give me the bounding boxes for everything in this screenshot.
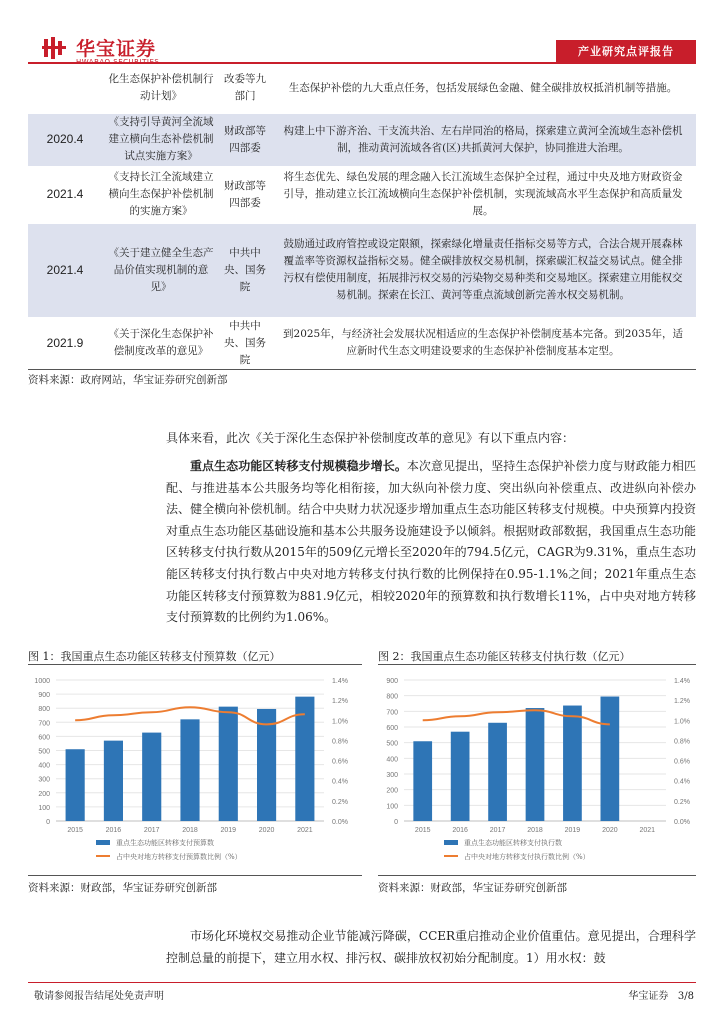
section-tag: 产业研究点评报告 bbox=[556, 40, 696, 64]
y-tick-label: 600 bbox=[38, 734, 50, 742]
policy-table bbox=[28, 64, 696, 370]
row-content: 生态保护补偿的九大重点任务，包括发展绿色金融、健全碳排放权抵消机制等措施。 bbox=[270, 64, 696, 113]
x-tick-label: 2018 bbox=[527, 827, 543, 834]
x-tick-label: 2017 bbox=[489, 827, 506, 834]
y-tick-label: 200 bbox=[38, 790, 50, 798]
y-tick-label: 800 bbox=[386, 693, 398, 701]
row-year: 2020.4 bbox=[28, 113, 102, 166]
x-tick-label: 2018 bbox=[182, 827, 198, 834]
y2-tick-label: 0.8% bbox=[332, 738, 348, 746]
y2-tick-label: 0.8% bbox=[674, 738, 690, 746]
figure-1-chart bbox=[28, 668, 362, 870]
paragraph-transfer-payment bbox=[166, 456, 696, 629]
x-tick-label: 2016 bbox=[105, 827, 122, 834]
row-policy-name: 《支持长江全流域建立横向生态保护补偿机制的实施方案》 bbox=[102, 166, 220, 223]
bar bbox=[219, 707, 238, 821]
row-content: 构建上中下游齐治、干支流共治、左右岸同治的格局，探索建立黄河全流域生态补偿机制，推动黄河流域各省(区)共抓黄河大保护，协同推进大治理。 bbox=[270, 113, 696, 166]
paragraph-subheading: 1）用水权： bbox=[526, 950, 594, 965]
table-row bbox=[28, 64, 696, 113]
row-issuer: 中共中央、国务院 bbox=[220, 223, 270, 317]
paragraph-tail: 鼓 bbox=[593, 950, 606, 965]
x-tick-label: 2015 bbox=[67, 827, 83, 834]
figure-1-title: 图 1：我国重点生态功能区转移支付预算数（亿元） bbox=[28, 650, 281, 663]
row-content: 鼓励通过政府管控或设定限额，探索绿化增量责任指标交易等方式，合法合规开展森林覆盖率等资源权益指标交易。健全碳排放权交易机制，探索碳汇权益交易试点。健全排污权有偿使用制度，拓展排污权交易的污染物交易种类和交易地区。探索建立用能权交易机制。探索在长江、黄河等重点流域创新完善水权交易机制。 bbox=[270, 223, 696, 317]
row-issuer: 改委等九部门 bbox=[220, 64, 270, 113]
x-tick-label: 2021 bbox=[639, 827, 656, 834]
legend-label: 重点生态功能区转移支付预算数 bbox=[116, 839, 214, 847]
x-tick-label: 2015 bbox=[414, 827, 431, 834]
intro-paragraph: 具体来看，此次《关于深化生态保护补偿制度改革的意见》有以下重点内容： bbox=[166, 431, 575, 445]
row-issuer: 财政部等四部委 bbox=[220, 166, 270, 223]
row-year: 2021.9 bbox=[28, 317, 102, 369]
row-policy-name: 《关于深化生态保护补偿制度改革的意见》 bbox=[102, 317, 220, 369]
y-tick-label: 400 bbox=[386, 756, 398, 764]
row-policy-name: 《支持引导黄河全流域建立横向生态补偿机制试点实施方案》 bbox=[102, 113, 220, 166]
y-tick-label: 300 bbox=[38, 776, 50, 784]
y-tick-label: 700 bbox=[38, 720, 50, 728]
y2-tick-label: 0.4% bbox=[332, 778, 348, 786]
y-tick-label: 500 bbox=[38, 748, 50, 756]
y-tick-label: 300 bbox=[386, 772, 398, 779]
footer-page-number: 3/8 bbox=[677, 991, 694, 1002]
legend-label: 占中央对地方转移支付执行数比例（%） bbox=[464, 853, 590, 861]
x-tick-label: 2020 bbox=[602, 827, 618, 834]
y-tick-label: 200 bbox=[386, 787, 398, 795]
bar bbox=[413, 741, 432, 821]
bar bbox=[601, 697, 620, 821]
figure-2-source: 资料来源：财政部，华宝证券研究创新部 bbox=[378, 882, 567, 894]
table-row bbox=[28, 113, 696, 166]
footer-page-info bbox=[628, 987, 694, 1002]
legend-swatch-bar bbox=[96, 840, 110, 845]
y2-tick-label: 1.4% bbox=[332, 678, 348, 685]
row-content: 到2025年，与经济社会发展状况相适应的生态保护补偿制度基本完备。到2035年，适应新时代生态文明建设要求的生态保护补偿制度基本定型。 bbox=[270, 317, 696, 369]
bar bbox=[563, 706, 582, 821]
figure-2-bottom-rule bbox=[378, 875, 696, 876]
legend-swatch-bar bbox=[444, 840, 458, 845]
figure-2-chart bbox=[378, 668, 696, 870]
x-tick-label: 2020 bbox=[258, 827, 275, 834]
row-policy-name: 《关于建立健全生态产品价值实现机制的意见》 bbox=[102, 223, 220, 317]
x-tick-label: 2019 bbox=[564, 827, 581, 834]
logo-cn-text: 华宝证券 bbox=[76, 38, 157, 60]
y-tick-label: 500 bbox=[386, 740, 398, 748]
y2-tick-label: 0.4% bbox=[674, 778, 690, 786]
row-content: 将生态优先、绿色发展的理念融入长江流域生态保护全过程，通过中央及地方财政资金引导，推动建立长江流域横向生态保护补偿机制，实现流域高水平生态保护和高质量发展。 bbox=[270, 166, 696, 223]
y-tick-label: 1000 bbox=[34, 678, 50, 685]
x-tick-label: 2017 bbox=[143, 827, 160, 834]
table-row bbox=[28, 166, 696, 223]
figure-1-title-rule bbox=[28, 664, 362, 665]
row-year bbox=[28, 64, 102, 113]
bar bbox=[526, 708, 545, 821]
series-line bbox=[423, 710, 610, 724]
y-tick-label: 100 bbox=[38, 804, 50, 812]
y2-tick-label: 0.2% bbox=[332, 798, 348, 806]
y2-tick-label: 0.6% bbox=[332, 758, 348, 766]
y-tick-label: 900 bbox=[386, 678, 398, 685]
figure-2-title-rule bbox=[378, 664, 696, 665]
footer-rule bbox=[28, 982, 696, 983]
bar bbox=[142, 733, 161, 821]
y2-tick-label: 1.2% bbox=[674, 698, 690, 706]
figure-2-title: 图 2：我国重点生态功能区转移支付执行数（亿元） bbox=[378, 650, 631, 663]
legend-label: 占中央对地方转移支付预算数比例（%） bbox=[116, 853, 242, 861]
bar bbox=[257, 709, 276, 821]
legend-label: 重点生态功能区转移支付执行数 bbox=[464, 839, 562, 847]
paragraph-text: 本次意见提出，坚持生态保护补偿力度与财政能力相匹配、与推进基本公共服务均等化相衔接，加大纵向补偿力度、突出纵向补偿重点、改进纵向补偿办法、健全横向补偿机制。结合中央财力状况逐步增加重点生态功能区转移支付规模。中央预算内投资对重点生态功能区基础设施和基本公共服务设施建设予以倾斜。根据财政部数据，我国重点生态功能区转移支付执行数从2015年的509亿元增长至2020年的794.5亿元，CAGR为9.31%，重点生态功能区转移支付执行数占中央对地方转移支付执行数的比例保持在0.95-1.1%之间；2021年重点生态功能区转移支付预算数为881.9亿元，相较2020年的预算数和执行数增长11%，占中央对地方转移支付预算数的比例约为1.06%。 bbox=[166, 459, 696, 625]
figure-1-bottom-rule bbox=[28, 875, 362, 876]
row-issuer: 财政部等四部委 bbox=[220, 113, 270, 166]
bar bbox=[488, 723, 507, 821]
x-tick-label: 2016 bbox=[452, 827, 468, 834]
paragraph-heading: 市场化环境权交易推动企业节能减污降碳，CCER重启推动企业价值重估。 bbox=[190, 929, 588, 943]
footer-company: 华宝证券 bbox=[628, 991, 669, 1002]
table-bottom-rule bbox=[28, 369, 696, 370]
y-tick-label: 700 bbox=[386, 709, 398, 717]
figure-1-source: 资料来源：财政部，华宝证券研究创新部 bbox=[28, 882, 217, 894]
row-year: 2021.4 bbox=[28, 166, 102, 223]
y2-tick-label: 0.2% bbox=[674, 798, 690, 806]
y2-tick-label: 0.0% bbox=[674, 819, 690, 826]
y2-tick-label: 1.0% bbox=[332, 718, 348, 726]
table-source: 资料来源：政府网站，华宝证券研究创新部 bbox=[28, 374, 228, 386]
footer-disclaimer: 敬请参阅报告结尾处免责声明 bbox=[34, 991, 164, 1002]
y2-tick-label: 1.2% bbox=[332, 698, 348, 706]
bar bbox=[180, 719, 199, 821]
paragraph-environmental-rights bbox=[166, 926, 696, 969]
y2-tick-label: 0.6% bbox=[674, 758, 690, 766]
y-tick-label: 400 bbox=[38, 762, 50, 770]
row-issuer: 中共中央、国务院 bbox=[220, 317, 270, 369]
row-policy-name: 化生态保护补偿机制行动计划》 bbox=[102, 64, 220, 113]
y-tick-label: 0 bbox=[394, 819, 398, 826]
table-row bbox=[28, 223, 696, 317]
x-tick-label: 2021 bbox=[297, 827, 313, 834]
x-tick-label: 2019 bbox=[220, 827, 237, 834]
y-tick-label: 0 bbox=[46, 819, 50, 826]
paragraph-heading: 重点生态功能区转移支付规模稳步增长。 bbox=[190, 459, 407, 473]
table-row bbox=[28, 317, 696, 369]
y-tick-label: 900 bbox=[38, 692, 50, 700]
paragraph-text: 意见提出，合理科学控制总量的前提下，建立用水权、排污权、碳排放权初始分配制度。 bbox=[166, 929, 696, 965]
bar bbox=[104, 741, 123, 821]
y-tick-label: 800 bbox=[38, 706, 50, 714]
y2-tick-label: 0.0% bbox=[332, 819, 348, 826]
bar bbox=[66, 749, 85, 821]
y-tick-label: 600 bbox=[386, 725, 398, 732]
y-tick-label: 100 bbox=[386, 803, 398, 811]
row-year: 2021.4 bbox=[28, 223, 102, 317]
company-logo-mark-icon bbox=[42, 37, 72, 59]
y2-tick-label: 1.0% bbox=[674, 718, 690, 726]
bar bbox=[451, 732, 470, 821]
y2-tick-label: 1.4% bbox=[674, 678, 690, 685]
